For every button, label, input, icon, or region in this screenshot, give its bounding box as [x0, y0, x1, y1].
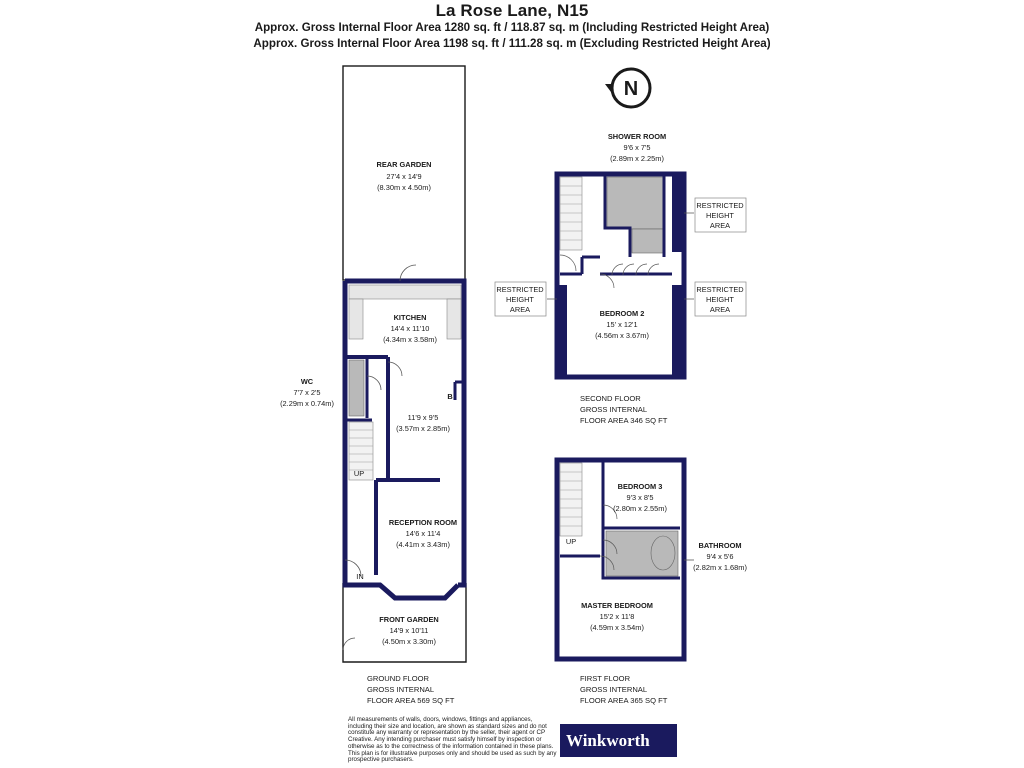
- area-excluding-text: Approx. Gross Internal Floor Area 1198 sq. ft / 111.28 sq. m (Excluding Restricted Height Area): [253, 37, 771, 50]
- shower-room-name: SHOWER ROOM: [607, 132, 667, 141]
- compass-icon: [605, 69, 650, 107]
- front-garden-metric: (4.50m x 3.30m): [382, 637, 436, 646]
- wc-imperial: 7'7 x 2'5: [293, 388, 321, 397]
- second-floor-label-3: FLOOR AREA 346 SQ FT: [580, 416, 668, 425]
- kitchen-imperial: 14'4 x 11'10: [390, 324, 430, 333]
- wc-metric: (2.29m x 0.74m): [280, 399, 334, 408]
- bedroom2-name: BEDROOM 2: [599, 309, 645, 318]
- ground-in-label: IN: [356, 572, 364, 581]
- restricted-right-2: HEIGHT: [706, 295, 734, 304]
- bedroom2-imperial: 15' x 12'1: [606, 320, 638, 329]
- first-floor-label-2: GROSS INTERNAL: [580, 685, 648, 694]
- rear-garden-name: REAR GARDEN: [376, 160, 432, 169]
- restricted-top-right-1: RESTRICTED: [696, 201, 744, 210]
- master-bedroom-name: MASTER BEDROOM: [581, 601, 653, 610]
- second-floor-label-2: GROSS INTERNAL: [580, 405, 648, 414]
- ground-up-label: UP: [353, 469, 365, 478]
- reception-name: RECEPTION ROOM: [388, 518, 458, 527]
- first-floor-label-3: FLOOR AREA 365 SQ FT: [580, 696, 668, 705]
- restricted-left-1: RESTRICTED: [496, 285, 544, 294]
- ground-floor-plan: [343, 66, 466, 662]
- bedroom3-metric: (2.80m x 2.55m): [613, 504, 667, 513]
- first-up-label: UP: [565, 537, 577, 546]
- area-including-text: Approx. Gross Internal Floor Area 1280 sq. ft / 118.87 sq. m (Including Restricted Height Area): [254, 21, 770, 34]
- reception-imperial: 14'6 x 11'4: [405, 529, 441, 538]
- restricted-right-3: AREA: [709, 305, 731, 314]
- bedroom2-metric: (4.56m x 3.67m): [595, 331, 649, 340]
- first-floor-label-1: FIRST FLOOR: [580, 674, 631, 683]
- compass-letter: N: [623, 78, 639, 100]
- restricted-left-3: AREA: [509, 305, 531, 314]
- restricted-left-2: HEIGHT: [506, 295, 534, 304]
- second-floor-label-1: SECOND FLOOR: [580, 394, 641, 403]
- dining-imperial: 11'9 x 9'5: [407, 413, 439, 422]
- shower-room-metric: (2.89m x 2.25m): [610, 154, 664, 163]
- disclaimer-text: All measurements of walls, doors, windows, fittings and appliances, including their size and location, are shown as standard sizes and do not constitute any warranty or representation by the seller, their agent or CP Creative. Any intending purchaser must satisfy himself by inspection or otherwise as to the correctness of the information contained in these plans. This plan is for illustrative purposes only and should be used as such by any prospective purchasers.: [348, 716, 557, 764]
- rear-garden-imperial: 27'4 x 14'9: [386, 172, 422, 181]
- dining-metric: (3.57m x 2.85m): [396, 424, 450, 433]
- front-garden-imperial: 14'9 x 10'11: [389, 626, 429, 635]
- winkworth-logo: Winkworth: [560, 724, 677, 757]
- bedroom3-name: BEDROOM 3: [617, 482, 663, 491]
- kitchen-name: KITCHEN: [393, 313, 427, 322]
- rear-garden-metric: (8.30m x 4.50m): [377, 183, 431, 192]
- bathroom-name: BATHROOM: [698, 541, 742, 550]
- ground-floor-label-1: GROUND FLOOR: [367, 674, 430, 683]
- master-bedroom-metric: (4.59m x 3.54m): [590, 623, 644, 632]
- front-garden-name: FRONT GARDEN: [379, 615, 439, 624]
- bedroom3-imperial: 9'3 x 8'5: [626, 493, 654, 502]
- shower-room-imperial: 9'6 x 7'5: [623, 143, 651, 152]
- restricted-top-right-3: AREA: [709, 221, 731, 230]
- master-bedroom-imperial: 15'2 x 11'8: [599, 612, 635, 621]
- ground-floor-label-2: GROSS INTERNAL: [367, 685, 435, 694]
- boiler-marker: B: [447, 392, 453, 401]
- restricted-right-1: RESTRICTED: [696, 285, 744, 294]
- ground-floor-label-3: FLOOR AREA 569 SQ FT: [367, 696, 455, 705]
- wc-name: WC: [300, 377, 314, 386]
- kitchen-metric: (4.34m x 3.58m): [383, 335, 437, 344]
- reception-metric: (4.41m x 3.43m): [396, 540, 450, 549]
- page-title: La Rose Lane, N15: [435, 1, 589, 20]
- bathroom-metric: (2.82m x 1.68m): [693, 563, 747, 572]
- bathroom-imperial: 9'4 x 5'6: [706, 552, 734, 561]
- restricted-top-right-2: HEIGHT: [706, 211, 734, 220]
